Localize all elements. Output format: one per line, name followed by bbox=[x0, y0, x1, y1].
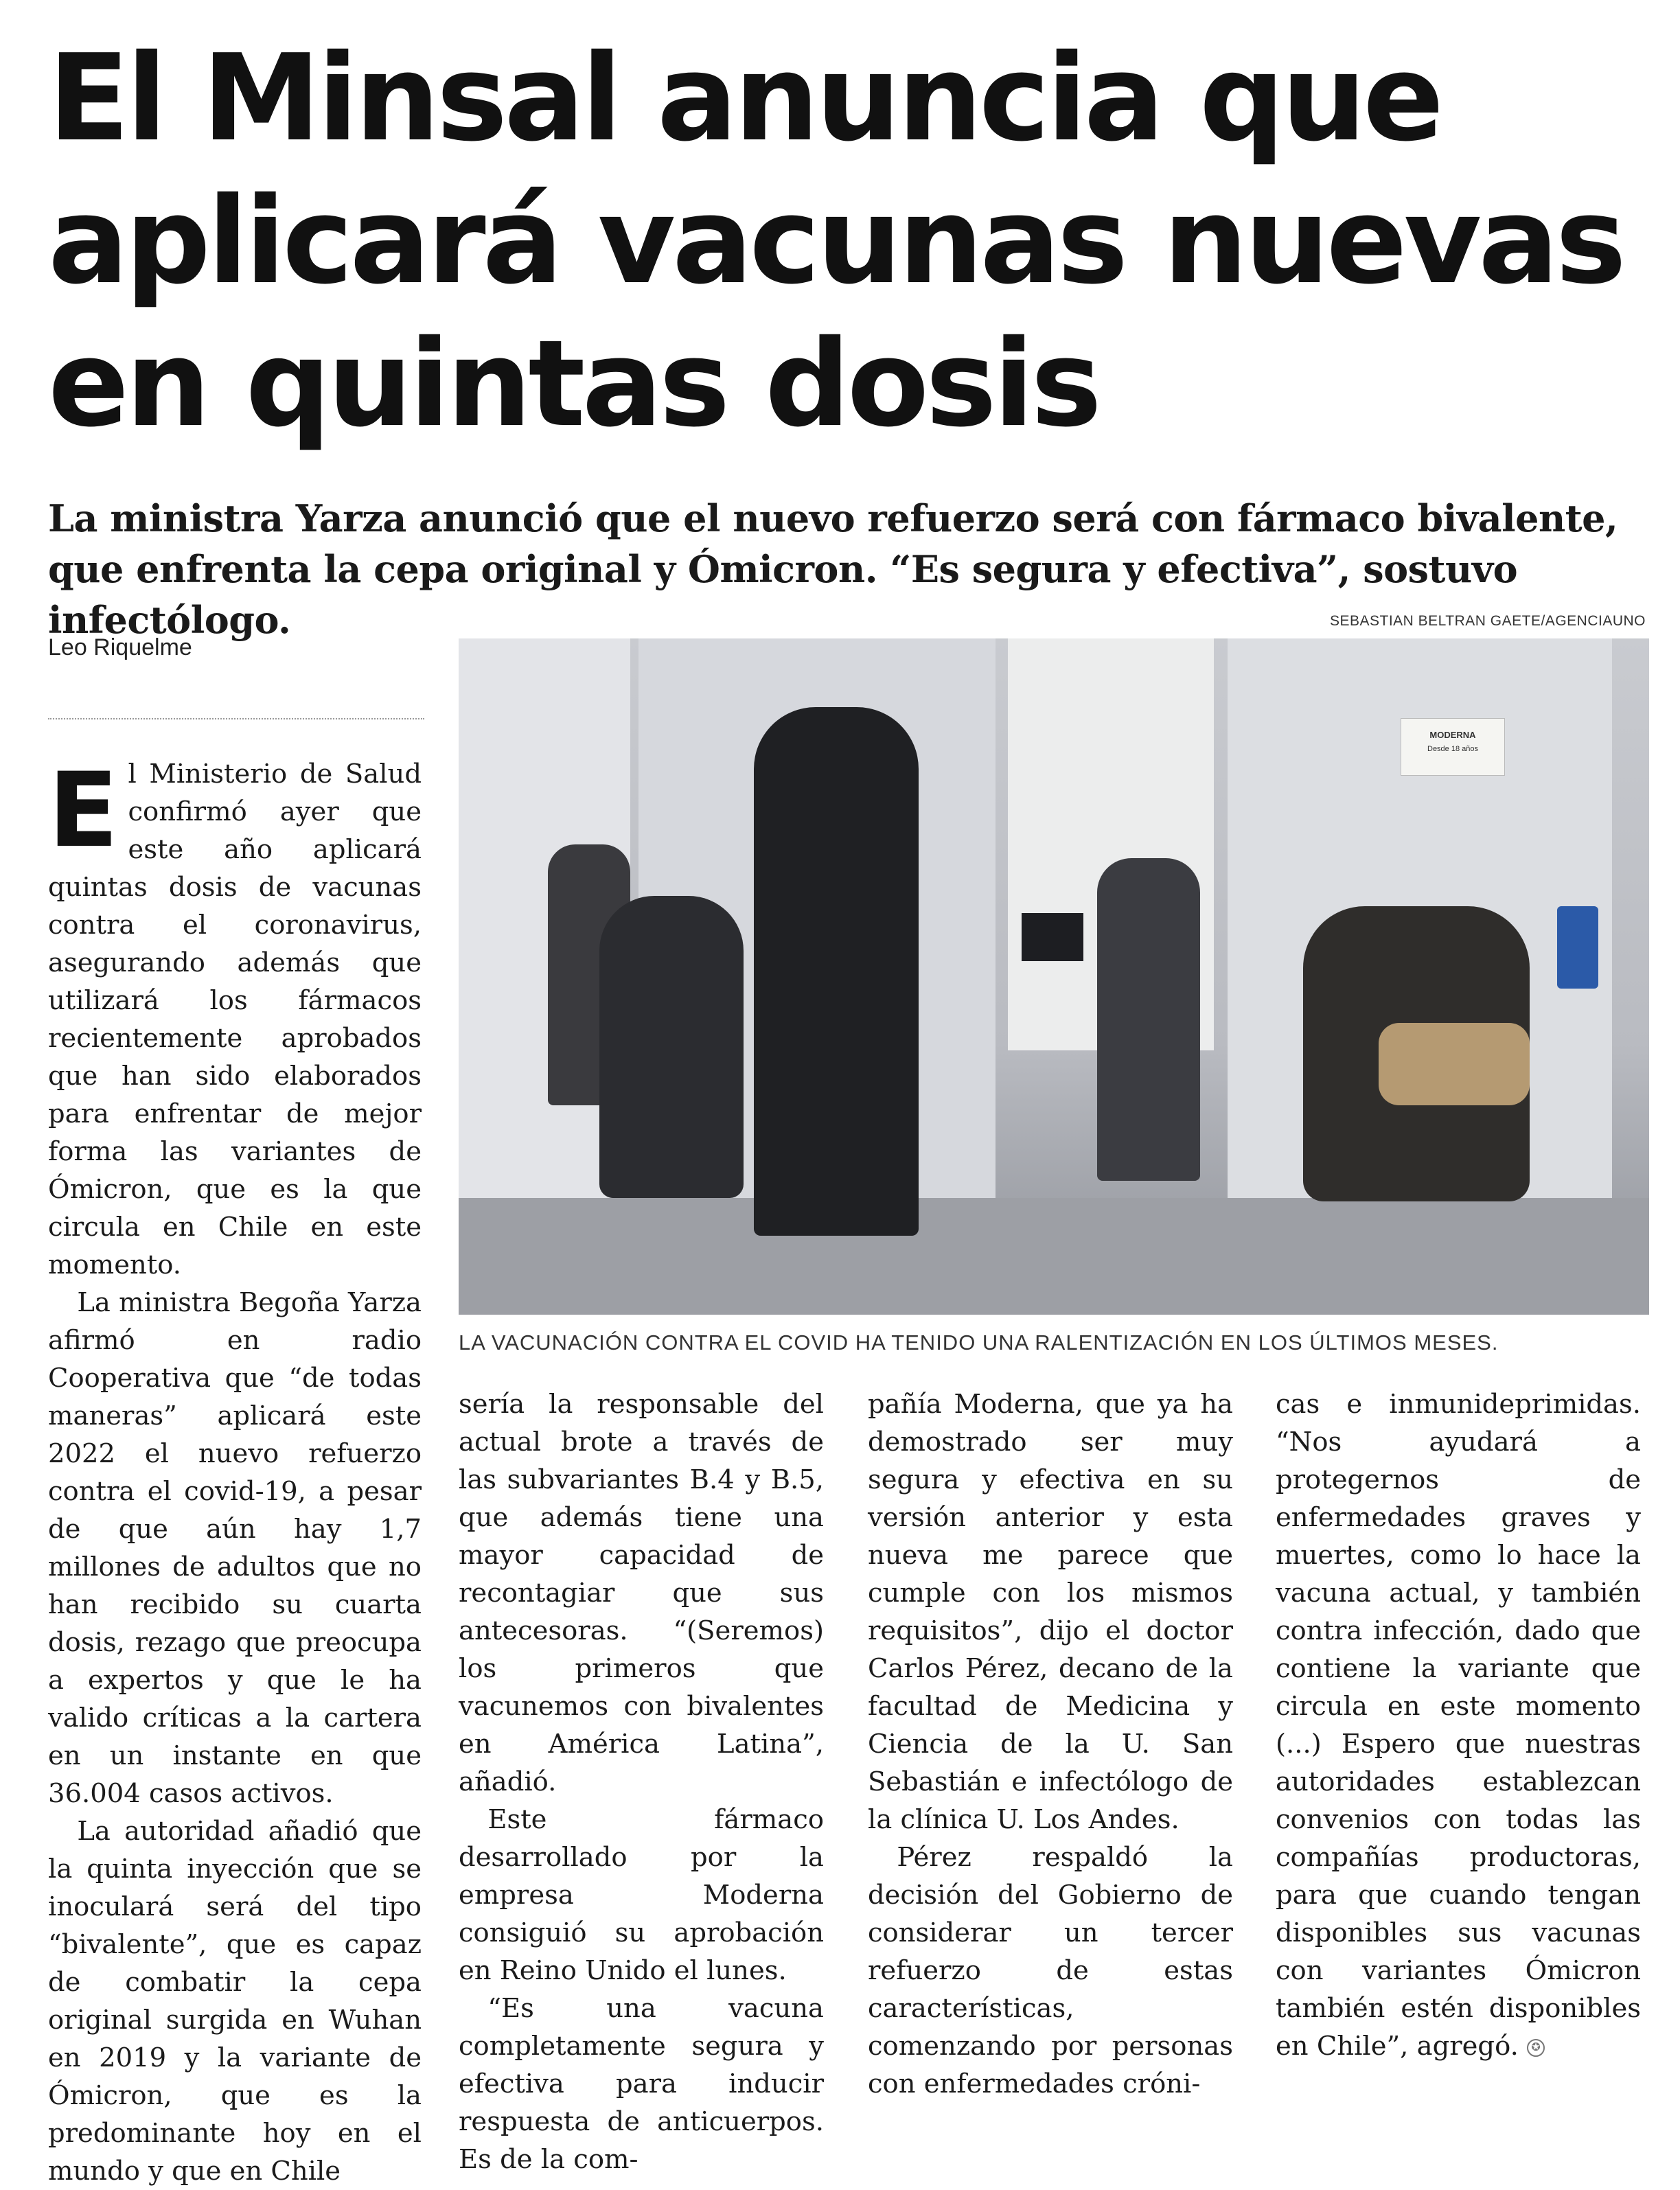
article-column-2 bbox=[459, 1385, 824, 2178]
paragraph: Pérez respaldó la decisión del Gobierno de considerar un tercer refuerzo de estas características, comenzando por personas con enfermedades cróni- bbox=[868, 1842, 1233, 2099]
article-photo bbox=[459, 638, 1649, 1315]
article-column-3 bbox=[868, 1385, 1233, 2103]
paragraph: La autoridad añadió que la quinta inyección que se inoculará será del tipo “bivalente”, que es capaz de combatir la cepa original surgida en Wuhan en 2019 y la variante de Ómicron, que es la predominante hoy en el mundo y que en Chile bbox=[48, 1816, 422, 2187]
sign-note: Desde 18 años bbox=[1427, 745, 1478, 753]
paragraph: pañía Moderna, que ya ha demostrado ser muy segura y efectiva en su versión anterior y esta nueva me parece que cumple con los mismos requisitos”, dijo el doctor Carlos Pérez, decano de la facultad de Medicina y Ciencia de la U. San Sebastián e infectólogo de la clínica U. Los Andes. bbox=[868, 1389, 1233, 1835]
photo-caption: LA VACUNACIÓN CONTRA EL COVID HA TENIDO UNA RALENTIZACIÓN EN LOS ÚLTIMOS MESES. bbox=[459, 1330, 1499, 1355]
sign-brand: MODERNA bbox=[1429, 730, 1476, 740]
headline: El Minsal anuncia que aplicará vacunas nuevas en quintas dosis bbox=[48, 29, 1624, 454]
paragraph: “Es una vacuna completamente segura y efectiva para inducir respuesta de anticuerpos. Es de la com- bbox=[459, 1993, 824, 2175]
lead-text: l Ministerio de Salud confirmó ayer que este año aplicará quintas dosis de vacunas contra el coronavirus, asegurando además que utilizará los fármacos recientemente aprobados que han sido elaborados para enfrentar de mejor forma las variantes de Ómicron, que es la que circula en Chile en este momento. bbox=[48, 759, 422, 1280]
drop-cap: E bbox=[48, 751, 119, 871]
lead-paragraph bbox=[48, 751, 422, 1284]
byline: Leo Riquelme bbox=[48, 634, 192, 660]
closing-text: cas e inmunideprimidas. “Nos ayudará a protegernos de enfermedades graves y muertes, como lo hace la vacuna actual, y también contra infección, dado que contiene la variante que circula en este momento (...) Espero que nuestras autoridades establezcan convenios con todas las compañías productoras, para que cuando tengan disponibles sus vacunas con variantes Ómicron también estén disponibles en Chile”, agregó. bbox=[1276, 1389, 1641, 2062]
end-of-article-icon: ✪ bbox=[1527, 2039, 1545, 2057]
paragraph: La ministra Begoña Yarza afirmó en radio Cooperativa que “de todas maneras” aplicará este 2022 el nuevo refuerzo contra el covid-19, a pesar de que aún hay 1,7 millones de adultos que no han recibido su cuarta dosis, rezago que preocupa a expertos y que le ha valido críticas a la cartera en un instante en que 36.004 casos activos. bbox=[48, 1287, 422, 1809]
subheadline: La ministra Yarza anunció que el nuevo refuerzo será con fármaco bivalente, que enfrenta la cepa original y Ómicron. “Es segura y efectiva”, sostuvo infectólogo. bbox=[48, 496, 1618, 642]
article-column-4 bbox=[1276, 1385, 1641, 2065]
paragraph: sería la responsable del actual brote a través de las subvariantes B.4 y B.5, que además tiene una mayor capacidad de recontagiar que sus antecesoras. “(Seremos) los primeros que vacunemos con bivalentes en América Latina”, añadió. bbox=[459, 1389, 824, 1797]
paragraph: Este fármaco desarrollado por la empresa Moderna consiguió su aprobación en Reino Unido el lunes. bbox=[459, 1804, 824, 1986]
byline-divider bbox=[48, 718, 424, 719]
moderna-sign bbox=[1401, 718, 1505, 776]
paragraph bbox=[1276, 1385, 1641, 2065]
photo-credit: SEBASTIAN BELTRAN GAETE/AGENCIAUNO bbox=[1329, 613, 1646, 629]
article-column-1 bbox=[48, 751, 422, 2190]
